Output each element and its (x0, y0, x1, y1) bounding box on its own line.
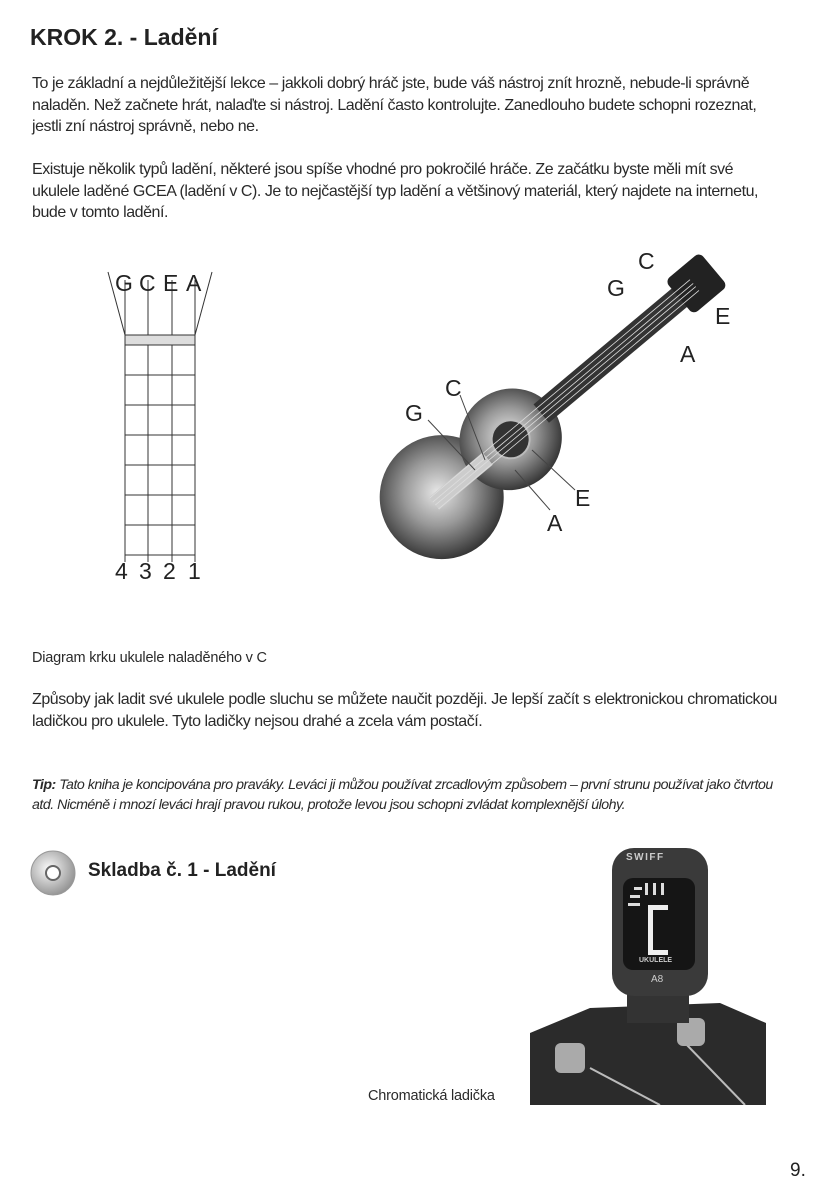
page-title: KROK 2. - Ladění (30, 24, 218, 50)
head-label-c: C (638, 248, 655, 274)
string-number-1: 1 (188, 558, 201, 584)
head-label-e: E (715, 303, 731, 329)
body-label-g: G (405, 400, 423, 426)
tuner-mode: UKULELE (639, 957, 673, 964)
body-label-c: C (445, 375, 462, 401)
intro-paragraph: To je základní a nejdůležitější lekce – jakkoli dobrý hráč jste, bude váš nástroj znít hrozně, nebude-li správně naladěn. Než začnete hrát, nalaďte si nástroj. Ladění často kontrolujte. Zanedlouho budete schopni rozeznat, jestli zní nástroj správně, nebo ne. (32, 75, 757, 135)
tuner-caption: Chromatická ladička (368, 1088, 495, 1104)
fretboard-caption: Diagram krku ukulele naladěného v C (32, 650, 267, 666)
body-label-e: E (575, 485, 591, 511)
string-number-2: 2 (163, 558, 176, 584)
cd-icon (30, 850, 76, 896)
tip-label: Tip: (32, 777, 56, 793)
page-number: 9. (790, 1160, 806, 1181)
tuner-model: A8 (651, 974, 664, 985)
fretboard-diagram (100, 262, 225, 592)
tuner-image (530, 843, 766, 1105)
body-label-a: A (547, 510, 563, 536)
tuner-brand: SWIFF (626, 852, 665, 863)
string-label-e: E (163, 270, 179, 296)
string-number-3: 3 (139, 558, 152, 584)
string-number-4: 4 (115, 558, 128, 584)
tip-paragraph (32, 775, 782, 815)
tip-text: Tato kniha je koncipována pro praváky. Leváci ji můžou používat zrcadlovým způsobem – první strunu používat jako čtvrtou atd. Nicméně i mnozí leváci hrají pravou rukou, protože levou jsou schopni zvládat komplexnější úlohy. (32, 777, 773, 813)
tuner-paragraph: Způsoby jak ladit své ukulele podle sluchu se můžete naučit později. Je lepší začít s elektronickou chromatickou ladičkou pro ukulele. Tyto ladičky nejsou drahé a zcela vám postačí. (32, 691, 777, 730)
string-label-c: C (139, 270, 156, 296)
head-label-g: G (607, 275, 625, 301)
track-title: Skladba č. 1 - Ladění (88, 860, 276, 881)
ukulele-image (360, 245, 760, 575)
string-label-g: G (115, 270, 133, 296)
head-label-a: A (680, 341, 696, 367)
tuner-note (649, 898, 650, 899)
string-label-a: A (186, 270, 202, 296)
tuning-paragraph: Existuje několik typů ladění, některé jsou spíše vhodné pro pokročilé hráče. Ze začátku byste měli mít své ukulele laděné GCEA (ladění v C). Je to nejčastější typ ladění a většinový materiál, který najdete na internetu, bude v tomto ladění. (32, 161, 759, 221)
